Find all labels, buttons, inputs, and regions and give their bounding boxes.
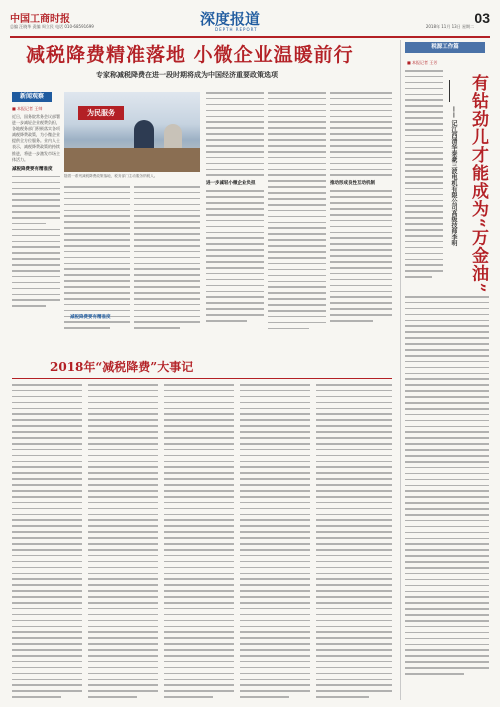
chronicle-column-2 [88,384,158,702]
box-title: 减税降费要有精准度 [70,315,111,320]
chronicle-title: 2018年“减税降费”大事记 [50,360,194,374]
article-column-4 [206,92,264,354]
news-observation-tag: 新闻观察 [12,92,52,102]
subheadline: 专家称减税降费在进一段时期将成为中国经济重要政策选项 [96,71,278,79]
article-column-5 [268,92,326,354]
section-heading-2: 进一步减轻小微企业负担 [206,181,256,187]
sidebar-byline: ■ 本报记者 王芳 [407,60,438,65]
article-column-1 [12,114,60,354]
news-photo [64,92,200,172]
section-heading-1: 减税降费要有精准度 [12,166,53,172]
sidebar-subtitle: —— 记江西清华泰豪三波电机有限公司高级技师李明 [450,106,457,247]
article-column-3 [134,186,200,352]
section-title-en: DEPTH REPORT [215,27,258,32]
sidebar-text-bottom [405,296,489,696]
newspaper-brand: 中国工商时报 [10,14,70,25]
page-number: 03 [474,10,490,26]
sidebar-feature [400,40,491,700]
section-title: 深度报道 [200,10,261,28]
byline: ■ 本报记者 王帅 [12,106,43,111]
chronicle-column-5 [316,384,392,702]
section-heading-3: 推动形成良性互动机制 [330,181,375,187]
sidebar-tag: 税源工作篇 [405,42,485,53]
headline: 减税降费精准落地 小微企业温暖前行 [26,44,354,66]
photo-caption: 随着一系列减税降费政策落地，税务部门主动服务纳税人。 [64,174,158,178]
chronicle-column-1 [12,384,82,702]
issue-date: 2018年 11月 13日 星期二 [425,24,474,29]
masthead [10,6,490,38]
photo-sign: 为民服务 [78,106,124,120]
article-column-6 [330,92,392,354]
sidebar-title: 有钻劲儿才能成为“万金油” [468,74,488,294]
chronicle-column-4 [240,384,310,702]
article-column-2 [64,186,130,352]
editor-info: 总编 汪晓华 责编 周立民 电话 010-68591699 [10,24,94,29]
chronicle-column-3 [164,384,234,702]
column-1-body [12,176,60,307]
lead-paragraph: 近日，国务院常务会议部署进一步减轻企业税费负担，各地税务部门积极落实各项减税降费政策，为小微企业提供全方位服务。业内人士表示，减税降费政策的持续推进，将进一步激发市场主体活力。 [12,114,60,162]
sidebar-text-top [405,70,443,290]
chronicle-rule [12,378,392,379]
